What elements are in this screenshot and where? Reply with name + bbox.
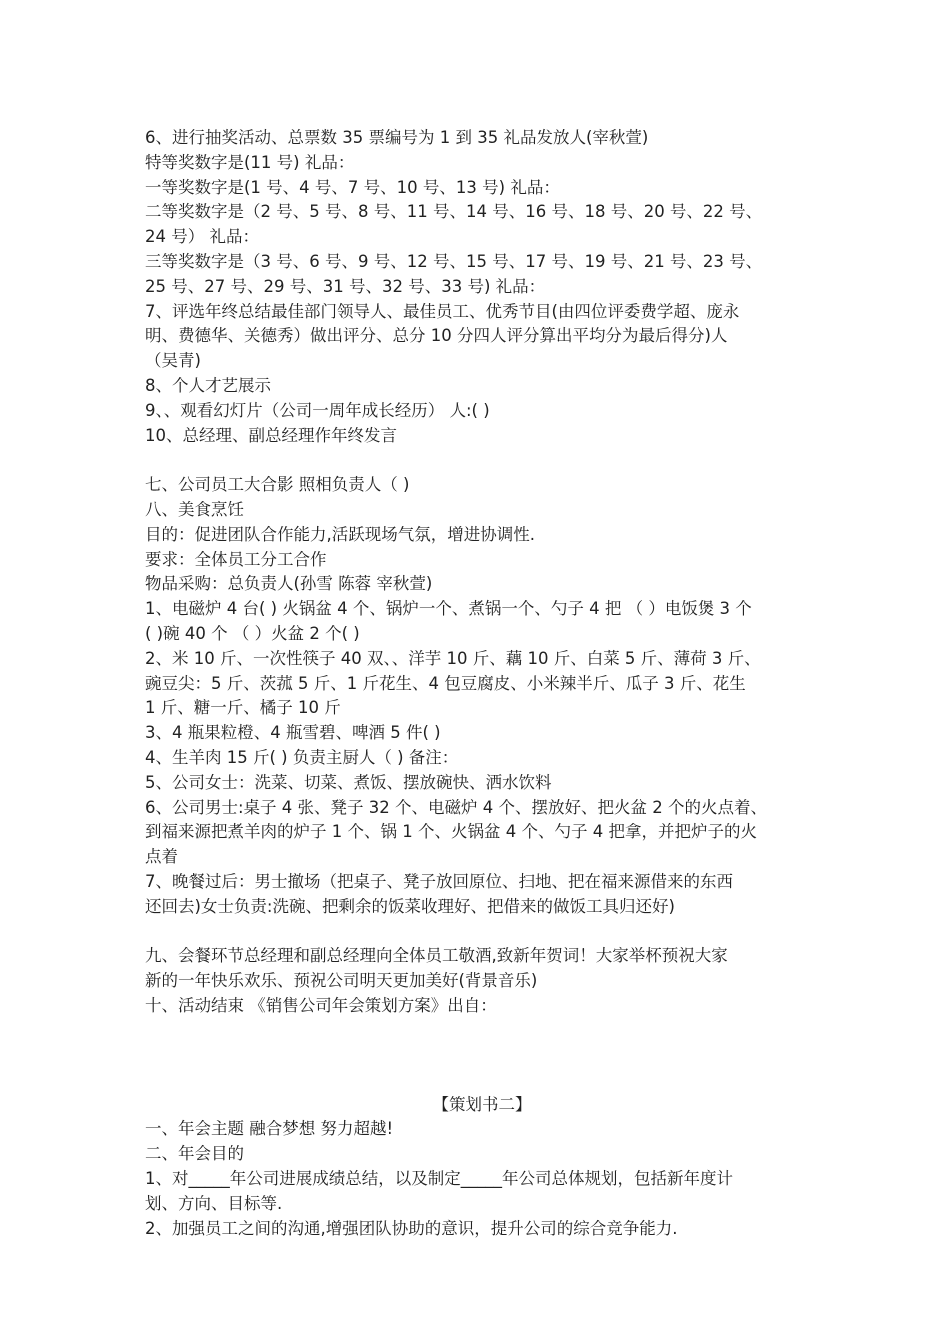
text-line: 目的：促进团队合作能力,活跃现场气氛，增进协调性. bbox=[145, 524, 535, 544]
section-gap bbox=[145, 1019, 815, 1093]
lottery-section bbox=[145, 126, 815, 448]
paragraph-gap bbox=[145, 448, 815, 473]
text-line: 2、米 10 斤、一次性筷子 40 双、、洋芋 10 斤、藕 10 斤、白菜 5 斤、薄荷 3 斤、 bbox=[145, 648, 761, 668]
text-line: 到福来源把煮羊肉的炉子 1 个、锅 1 个、火锅盆 4 个、勺子 4 把拿，并把炉子的火 bbox=[145, 822, 757, 842]
text-line: 1、电磁炉 4 台( ) 火锅盆 4 个、锅炉一个、煮锅一个、勺子 4 把 （ ）电饭煲 3 个 bbox=[145, 599, 752, 619]
text-line: 划、方向、目标等. bbox=[145, 1193, 283, 1213]
text-line: 2、加强员工之间的沟通,增强团队协助的意识，提升公司的综合竞争能力. bbox=[145, 1218, 678, 1238]
text-line: 8、个人才艺展示 bbox=[145, 375, 271, 395]
text-line: 二等奖数字是（2 号、5 号、8 号、11 号、14 号、16 号、18 号、20 号、22 号、 bbox=[145, 202, 763, 222]
closing-section bbox=[145, 944, 815, 1018]
text-line: 7、评选年终总结最佳部门领导人、最佳员工、优秀节目(由四位评委费学超、庞永 bbox=[145, 301, 740, 321]
text-line: 3、4 瓶果粒橙、4 瓶雪碧、啤酒 5 件( ) bbox=[145, 723, 441, 743]
text-line: 二、年会目的 bbox=[145, 1144, 244, 1164]
document-body bbox=[145, 126, 815, 1241]
text-line: 7、晚餐过后：男士撤场（把桌子、凳子放回原位、扫地、把在福来源借来的东西 bbox=[145, 871, 733, 891]
text-line: 九、会餐环节总经理和副总经理向全体员工敬酒,致新年贺词！大家举杯预祝大家 bbox=[145, 946, 728, 966]
text-line: 6、公司男士:桌子 4 张、凳子 32 个、电磁炉 4 个、摆放好、把火盆 2 个的火点着、 bbox=[145, 797, 768, 817]
plan-two-section bbox=[145, 1117, 815, 1241]
text-line: 9、、观看幻灯片（公司一周年成长经历） 人:( ) bbox=[145, 400, 490, 420]
text-line: 10、总经理、副总经理作年终发言 bbox=[145, 425, 397, 445]
text-line: 1 斤、糖一斤、橘子 10 斤 bbox=[145, 698, 341, 718]
text-line: 6、进行抽奖活动、总票数 35 票编号为 1 到 35 礼品发放人(宰秋萱) bbox=[145, 128, 649, 147]
paragraph-gap bbox=[145, 920, 815, 945]
text-line: 25 号、27 号、29 号、31 号、32 号、33 号) 礼品： bbox=[145, 276, 546, 296]
text-line: 1、对_____年公司进展成绩总结，以及制定_____年公司总体规划，包括新年度计 bbox=[145, 1169, 733, 1189]
text-line: 八、美食烹饪 bbox=[145, 499, 244, 519]
text-line: 三等奖数字是（3 号、6 号、9 号、12 号、15 号、17 号、19 号、21 号、23 号、 bbox=[145, 251, 763, 271]
text-line: ( )碗 40 个 （ ）火盆 2 个( ) bbox=[145, 623, 360, 643]
section-title: 【策划书二】 bbox=[432, 1094, 532, 1114]
cooking-section bbox=[145, 473, 815, 919]
text-line: 24 号） 礼品： bbox=[145, 227, 259, 247]
text-line: 十、活动结束 《销售公司年会策划方案》出自： bbox=[145, 995, 497, 1015]
text-line: 点着 bbox=[145, 847, 178, 867]
text-line: 新的一年快乐欢乐、预祝公司明天更加美好(背景音乐) bbox=[145, 971, 538, 991]
text-line: 要求：全体员工分工合作 bbox=[145, 549, 327, 569]
text-line: 还回去)女士负责:洗碗、把剩余的饭菜收理好、把借来的做饭工具归还好) bbox=[145, 896, 675, 916]
text-line: 七、公司员工大合影 照相负责人（ ) bbox=[145, 475, 410, 495]
text-line: 一等奖数字是(1 号、4 号、7 号、10 号、13 号) 礼品： bbox=[145, 177, 560, 197]
text-line: 4、生羊肉 15 斤( ) 负责主厨人（ ) 备注： bbox=[145, 747, 459, 767]
text-line: 一、年会主题 融合梦想 努力超越! bbox=[145, 1119, 394, 1139]
text-line: 豌豆尖：5 斤、茨菰 5 斤、1 斤花生、4 包豆腐皮、小米辣半斤、瓜子 3 斤、花生 bbox=[145, 673, 746, 693]
text-line: 物品采购：总负责人(孙雪 陈蓉 宰秋萱) bbox=[145, 574, 433, 594]
text-line: （吴青) bbox=[145, 351, 201, 371]
text-line: 特等奖数字是(11 号) 礼品： bbox=[145, 152, 355, 172]
text-line: 5、公司女士：洗菜、切菜、煮饭、摆放碗快、洒水饮料 bbox=[145, 772, 552, 792]
text-line: 明、费德华、关德秀）做出评分、总分 10 分四人评分算出平均分为最后得分)人 bbox=[145, 326, 728, 346]
